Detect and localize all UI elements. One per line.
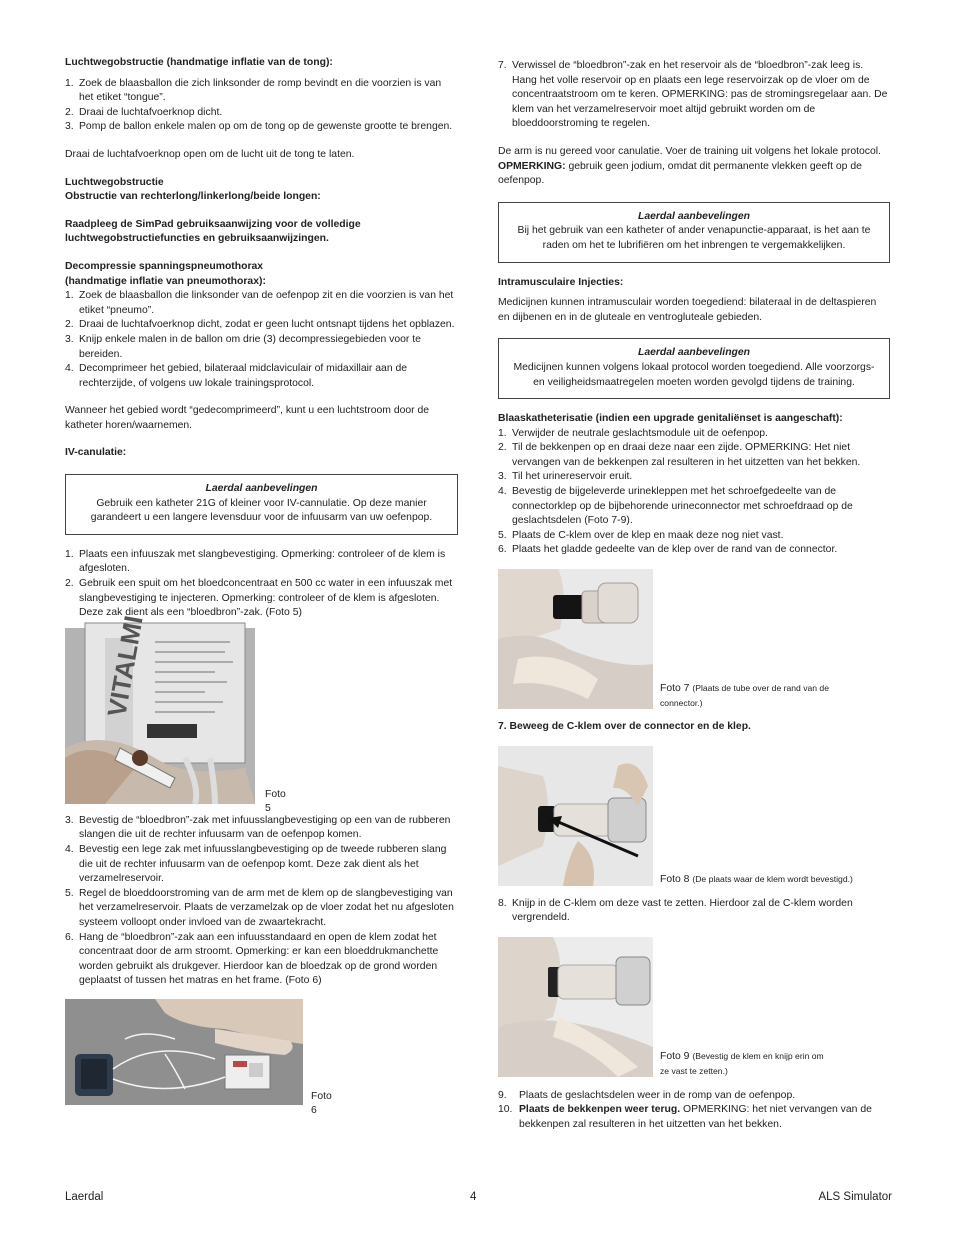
lung-subheading: Obstructie van rechterlong/linkerlong/beide longen: [65, 191, 321, 203]
lung-heading: Luchtwegobstructie [65, 176, 164, 188]
catheterisation-steps [498, 427, 890, 558]
box-text: Medicijnen kunnen volgens lokaal protocol worden toegediend. Alle voorzorgs- en veiligheidsmaatregelen moeten worden gevolgd tijdens de training. [513, 361, 875, 388]
photo-5-caption: Foto 5 [265, 788, 286, 814]
photo-7-connector [498, 569, 829, 709]
medication-recommendation-box [498, 338, 890, 399]
list-item: 2. Gebruik een spuit om het bloedconcentraat en 500 cc water in een infuuszak met slangbevestiging te injecteren. Opmerking: controleer of de klem is afgesloten. Deze zak dient als een “bloedbron”-zak. (Foto 5) [65, 578, 453, 619]
photo-7-caption: Foto 7 (Plaats de tube over de rand van de connector.) [660, 683, 829, 709]
list-item: 1. Zoek de blaasballon die linksonder van de oefenpop zit en die voorzien is van het etiket “pneumo”. [65, 290, 454, 316]
step-8 [498, 897, 890, 926]
pneumo-steps [65, 289, 458, 391]
list-item: 2. Draai de luchtafvoerknop dicht. [65, 106, 223, 118]
list-item: 1. Verwijder de neutrale geslachtsmodule uit de oefenpop. [498, 427, 768, 439]
pneumo-subheading: (handmatige inflatie van pneumothorax): [65, 275, 266, 287]
box-text: Gebruik een katheter 21G of kleiner voor IV-cannulatie. Op deze manier garandeert u een langere levensduur voor de infuusarm van uw oefenpop. [90, 497, 433, 524]
photo-5-iv-bag [65, 613, 286, 814]
arm-setup-image [65, 999, 303, 1105]
iv-heading: IV-canulatie: [65, 447, 127, 459]
clamp-location-image [498, 746, 653, 886]
list-item: 9. Plaats de geslachtsdelen weer in de romp van de oefenpop. [498, 1089, 796, 1101]
catheterisation-heading: Blaaskatheterisatie (indien een upgrade genitaliënset is aangeschaft): [498, 413, 843, 425]
iv-steps-b [65, 814, 458, 989]
list-item: 6. Plaats het gladde gedeelte van de klep over de rand van de connector. [498, 544, 838, 556]
list-item: 3. Til het urinereservoir eruit. [498, 471, 633, 483]
list-item: 5. Regel de bloeddoorstroming van de arm met de klem op de slangbevestiging van het verzamelreservoir. Plaats de verzamelzak op de vloer zodat het nu afgesloten systeem volloopt onder invloed van de zwaartekracht. [65, 887, 454, 928]
left-column [65, 56, 458, 1116]
list-item: 5. Plaats de C-klem over de klep en maak deze nog niet vast. [498, 529, 784, 541]
footer-product: ALS Simulator [818, 1191, 892, 1203]
list-item: 3. Bevestig de “bloedbron”-zak met infuusslangbevestiging op een van de rubberen slangen die uit de rechter infuusarm van de oefenpop komen. [65, 814, 451, 841]
box-title: Laerdal aanbevelingen [637, 347, 751, 359]
pneumo-heading: Decompressie spanningspneumothorax [65, 260, 264, 272]
final-steps [498, 1089, 890, 1133]
svg-text:VITALMI: VITALMI [101, 613, 149, 719]
photo-8-caption: Foto 8 (De plaats waar de klem wordt bevestigd.) [660, 873, 853, 885]
list-item: 7. Verwissel de “bloedbron”-zak en het reservoir als de “bloedbron”-zak leeg is. Hang het volle reservoir op en plaats een lege reservoirzak op de vloer om de concentraatstroom om te keren. OPMERKING: pas de stromingsregelaar aan. De klem van het verzamelreservoir moet altijd gebruikt worden om de bloeddoorstroming te regelen. [498, 60, 888, 130]
footer-brand: Laerdal [65, 1191, 104, 1203]
im-text: Medicijnen kunnen intramusculair worden toegediend: bilateraal in de deltaspieren en dijbenen en in de gluteale en ventrogluteale gebieden. [498, 297, 877, 323]
im-heading: Intramusculaire Injecties: [498, 276, 624, 288]
list-item: 3. Knijp enkele malen in de ballon om drie (3) decompressiegebieden voor te bereiden. [65, 333, 421, 360]
pneumo-note: Wanneer het gebied wordt “gedecomprimeerd”, kunt u een luchtstroom door de katheter horen/waarnemen. [65, 405, 430, 431]
box-title: Laerdal aanbevelingen [205, 483, 318, 495]
photo-6-arm-setup [65, 999, 332, 1116]
list-item: 6. Hang de “bloedbron”-zak aan een infuusstandaard en open de klem zodat het concentraat door de arm stroomt. Opmerking: er kan een bloeddrukmanchette worden gebruikt als drukgever. Hierdoor kan de bloedzak op de grond worden geplaatst of tussen het matras en het frame. (Foto 6) [65, 931, 439, 987]
page-number: 4 [470, 1191, 477, 1203]
list-item: 8. Knijp in de C-klem om deze vast te zetten. Hierdoor zal de C-klem worden vergrendeld. [498, 897, 853, 924]
photo-9-clamp-fixed [498, 937, 824, 1077]
step-7-move-clamp: 7. Beweeg de C-klem over de connector en de klep. [498, 721, 751, 733]
iv-step-7 [498, 59, 890, 132]
list-item: 2. Draai de luchtafvoerknop dicht, zodat er geen lucht ontsnapt tijdens het opblazen. [65, 319, 455, 331]
photo-9-caption: Foto 9 (Bevestig de klem en knijp erin om ze vast te zetten.) [660, 1050, 824, 1076]
iv-recommendation-box [65, 474, 458, 535]
lubricate-recommendation-box [498, 202, 890, 263]
list-item: 2. Til de bekkenpen op en draai deze naar een zijde. OPMERKING: Het niet vervangen van de bekkenpen zal resulteren in het uitzetten van het bekken. [498, 442, 861, 468]
list-item: 10. Plaats de bekkenpen weer terug. OPMERKING: het niet vervangen van de bekkenpen zal resulteren in het uitzetten van het bekken. [498, 1104, 872, 1130]
list-item: 3. Pomp de ballon enkele malen op om de tong op de gewenste grootte te brengen. [65, 121, 453, 133]
box-text: Bij het gebruik van een katheter of ander venapunctie-apparaat, is het aan te raden om het te lubrifiëren om het inbrengen te vergemakkelijken. [517, 225, 871, 251]
airway-steps [65, 77, 458, 135]
list-item: 4. Bevestig een lege zak met infuusslangbevestiging op de tweede rubberen slang die uit de rechter infuusarm van de oefenpop komt. Deze zak dient als het verzamelreservoir. [65, 844, 447, 885]
iv-steps-a [65, 548, 458, 621]
list-item: 4. Decomprimeer het gebied, bilateraal midclaviculair of midaxillair aan de rechterzijde, of volgens uw lokale trainingsprotocol. [65, 363, 408, 389]
airway-release-text: Draai de luchtafvoerknop open om de lucht uit de tong te laten. [65, 148, 355, 160]
simpad-reference: Raadpleeg de SimPad gebruiksaanwijzing voor de volledige luchtwegobstructiefuncties en gebruiksaanwijzingen. [65, 218, 361, 245]
ready-text: De arm is nu gereed voor canulatie. Voer de training uit volgens het lokale protocol. OPMERKING: gebruik geen jodium, omdat dit permanente vlekken geeft op de oefenpop. [498, 145, 881, 187]
airway-heading: Luchtwegobstructie (handmatige inflatie van de tong): [65, 57, 333, 68]
list-item: 1. Zoek de blaasballon die zich linksonder de romp bevindt en die voorzien is van het etiket “tongue”. [65, 77, 442, 104]
box-title: Laerdal aanbevelingen [637, 210, 751, 222]
list-item: 4. Bevestig de bijgeleverde urinekleppen met het schroefgedeelte van de connectorklep op de bijbehorende urineconnector met schroefdraad op de geslachtsdelen (Foto 7-9). [498, 486, 853, 527]
list-item: 1. Plaats een infuuszak met slangbevestiging. Opmerking: controleer of de klem is afgesloten. [65, 548, 446, 575]
right-column [498, 59, 890, 1133]
photo-6-caption: Foto 6 [311, 1090, 332, 1116]
connector-tube-image [498, 569, 653, 709]
iv-bag-image [65, 613, 255, 804]
clamp-fixed-image [498, 937, 653, 1077]
photo-8-clamp-location [498, 746, 853, 886]
